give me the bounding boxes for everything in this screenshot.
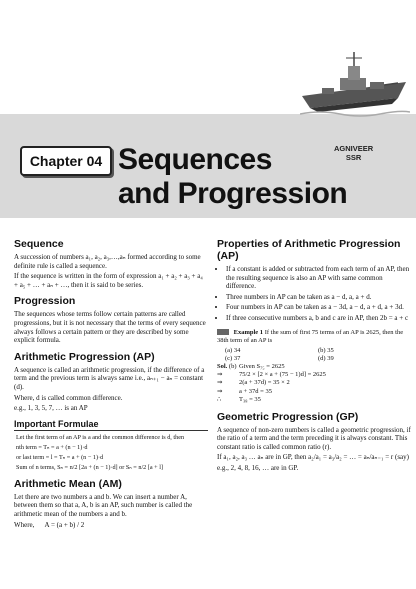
- example-options: [217, 347, 411, 363]
- progression-definition: The sequences whose terms follow certain patterns are called progressions, but it is not necessary that the terms of every sequence always follows a certain pattern or they are described by some explicit formula.: [14, 310, 206, 345]
- solution-step-text: Given S₇₅ = 2625: [239, 362, 285, 370]
- gp-example: e.g., 2, 4, 8, 16, … are in GP.: [217, 463, 299, 472]
- solution-step-text: 2(a + 37d) = 35 × 2: [239, 379, 290, 387]
- solution-step: [217, 388, 411, 396]
- properties-list: [217, 265, 411, 323]
- badge-line2: SSR: [345, 153, 362, 162]
- section-progression: [14, 295, 208, 344]
- property-item: • Four numbers in AP can be taken as a − 3d, a − d, a + d, a + 3d.: [226, 303, 411, 312]
- heading-ap: Arithmetic Progression (AP): [14, 350, 155, 363]
- property-item: • If three consecutive numbers a, b and c are in AP, then 2b = a + c: [226, 314, 411, 323]
- am-where: Where,: [14, 520, 35, 529]
- example-question: If the sum of first 75 terms of an AP is 2625, then the 38th term of an AP is: [217, 328, 404, 344]
- title-line2: and Progression: [118, 177, 348, 210]
- example-solution: [217, 363, 411, 405]
- solution-step-symbol: ⇒: [217, 387, 223, 395]
- ap-example: e.g., 1, 3, 5, 7, … is an AP: [14, 404, 88, 413]
- gp-definition: A sequence of non-zero numbers is called a geometric progression, if the ratio of a term and the term preceding it is always constant. This constant ratio is called common ratio (r).: [217, 425, 411, 451]
- section-sequence: [14, 238, 208, 289]
- example-option: (c) 37: [225, 354, 241, 362]
- solution-step: [217, 379, 411, 387]
- solution-step: [217, 363, 411, 371]
- heading-formulae: Important Formulae: [14, 419, 208, 431]
- ap-common-difference: Where, d is called common difference.: [14, 393, 123, 402]
- example-label: Example 1: [233, 328, 264, 336]
- example-question-row: [217, 329, 411, 345]
- solution-step: [217, 371, 411, 379]
- solution-step-text: T₃₈ = 35: [239, 396, 261, 404]
- example-option: (d) 39: [318, 354, 334, 362]
- solution-answer: (b): [228, 362, 237, 370]
- solution-label: Sol.: [217, 362, 228, 370]
- solution-step-symbol: ∴: [217, 396, 222, 404]
- heading-gp: Geometric Progression (GP): [217, 410, 359, 423]
- example-option: (a) 34: [225, 346, 241, 354]
- formula-nth-term: nth term = Tₙ = a + (n − 1)·d: [16, 443, 88, 451]
- chapter-title: [118, 143, 347, 211]
- right-column: [217, 238, 411, 479]
- section-properties: [217, 238, 411, 323]
- solution-step-symbol: ⇒: [217, 370, 223, 378]
- solution-step: [217, 396, 411, 404]
- example-marker-icon: [217, 329, 229, 335]
- section-gp: [217, 411, 411, 473]
- am-formula-row: [14, 521, 208, 530]
- property-item: • If a constant is added or subtracted from each term of an AP, then the resulting sequence is also an AP with same common difference.: [226, 265, 411, 291]
- warship-illustration: [300, 48, 410, 120]
- ap-definition: A sequence is called an arithmetic progression, if the difference of a term and the previous term is always same i.e., aₙ₊₁ − aₙ = constant (d).: [14, 365, 205, 391]
- am-definition: Let there are two numbers a and b. We can insert a number A, between them so that a, A, b is an AP, such number is called the arithmetic mean of the numbers a and b.: [14, 492, 193, 518]
- section-am: [14, 478, 208, 529]
- left-column: [14, 238, 208, 535]
- property-item: • Three numbers in AP can be taken as a − d, a, a + d.: [226, 293, 411, 302]
- example-1: [217, 329, 411, 405]
- series-definition: If the sequence is written in the form of expression a₁ + a₂ + a₃ + a₄ + a₅ + … + aₙ + …, then it is said to be series.: [14, 272, 203, 289]
- title-line1: Sequences: [118, 143, 272, 176]
- solution-step-symbol: ⇒: [217, 379, 223, 387]
- example-option: (b) 35: [318, 346, 334, 354]
- formulae-intro: Let the first term of an AP is a and the common difference is d, then: [16, 433, 185, 441]
- heading-am: Arithmetic Mean (AM): [14, 477, 122, 490]
- formula-last-term: or last term = l = Tₙ = a + (n − 1)·d: [16, 453, 104, 461]
- heading-sequence: Sequence: [14, 238, 64, 250]
- section-formulae: [14, 419, 208, 472]
- badge-line1: AGNIVEER: [334, 144, 374, 153]
- heading-properties: Properties of Arithmetic Progression (AP): [217, 238, 401, 262]
- section-ap: [14, 351, 208, 413]
- chapter-label: Chapter 04: [20, 146, 112, 176]
- am-formula: A = (a + b) / 2: [44, 520, 85, 529]
- formula-sum: Sum of n terms, Sₙ = n/2 [2a + (n − 1)·d] or Sₙ = n/2 [a + l]: [16, 463, 163, 471]
- sequence-definition: A succession of numbers a₁, a₂, a₃,…,aₙ formed according to some definite rule is called a sequence.: [14, 253, 201, 270]
- solution-step-text: a + 37d = 35: [239, 387, 272, 395]
- solution-step-text: 75/2 × [2 × a + (75 − 1)d] = 2625: [239, 370, 326, 378]
- gp-ratio: If a₁, a₂, a₃ … aₙ are in GP, then a₂/a₁ = a₃/a₂ = … = aₙ/aₙ₋₁ = r (say): [217, 453, 409, 462]
- heading-progression: Progression: [14, 295, 76, 308]
